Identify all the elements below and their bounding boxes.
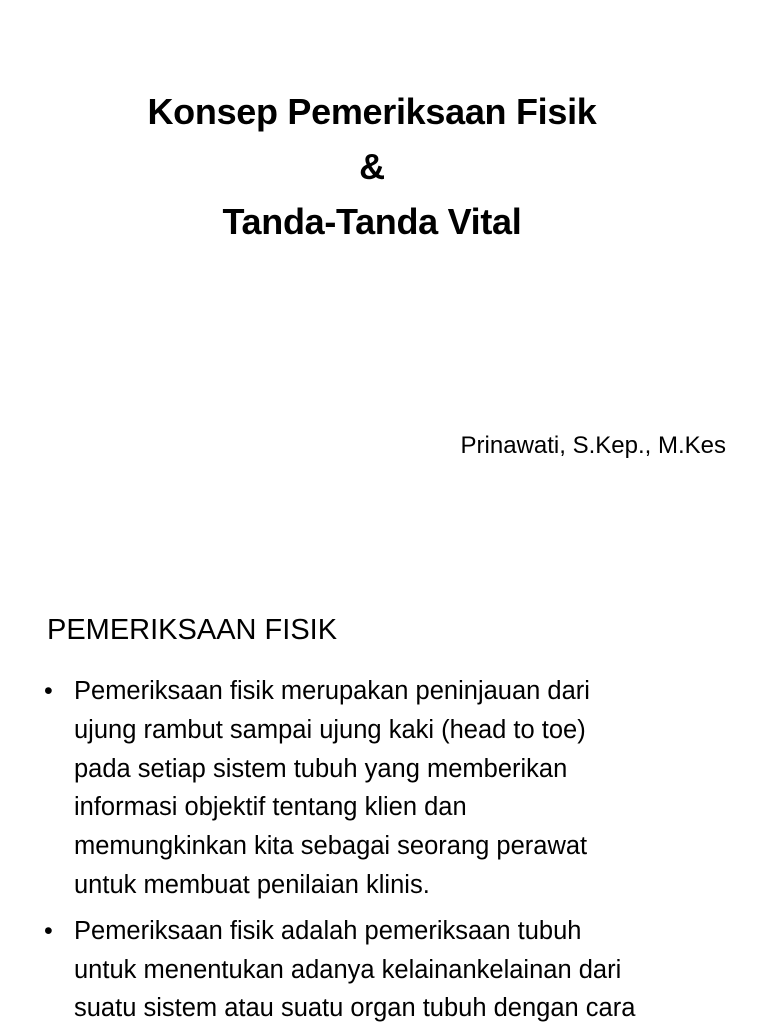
bullet-list: [0, 672, 768, 1024]
bullet-text-line: suatu sistem atau suatu organ tubuh dengan cara: [74, 994, 636, 1023]
content-slide: [0, 576, 768, 1024]
bullet-text-line: informasi objektif tentang klien dan: [74, 793, 467, 822]
bullet-item: [0, 912, 768, 1024]
author-name: Prinawati, S.Kep., M.Kes: [460, 432, 726, 459]
section-heading: PEMERIKSAAN FISIK: [47, 614, 338, 646]
bullet-text-line: Pemeriksaan fisik adalah pemeriksaan tubuh: [74, 916, 582, 945]
bullet-text-line: ujung rambut sampai ujung kaki (head to toe): [74, 715, 586, 744]
bullet-text-line: untuk membuat penilaian klinis.: [74, 870, 430, 899]
bullet-text-line: untuk menentukan adanya kelainankelainan dari: [74, 955, 622, 984]
bullet-text-line: memungkinkan kita sebagai seorang perawat: [74, 832, 588, 861]
bullet-text-line: Pemeriksaan fisik merupakan peninjauan dari: [74, 677, 590, 705]
title-line-1: Konsep Pemeriksaan Fisik: [147, 91, 597, 132]
title-line-2: &: [359, 146, 385, 187]
title-line-3: Tanda-Tanda Vital: [222, 201, 522, 242]
bullet-item: [0, 672, 768, 905]
bullet-dot-icon: •: [44, 677, 53, 705]
bullet-text-line: pada setiap sistem tubuh yang memberikan: [74, 754, 568, 783]
slide-title: [0, 84, 744, 249]
bullet-dot-icon: •: [44, 916, 53, 945]
